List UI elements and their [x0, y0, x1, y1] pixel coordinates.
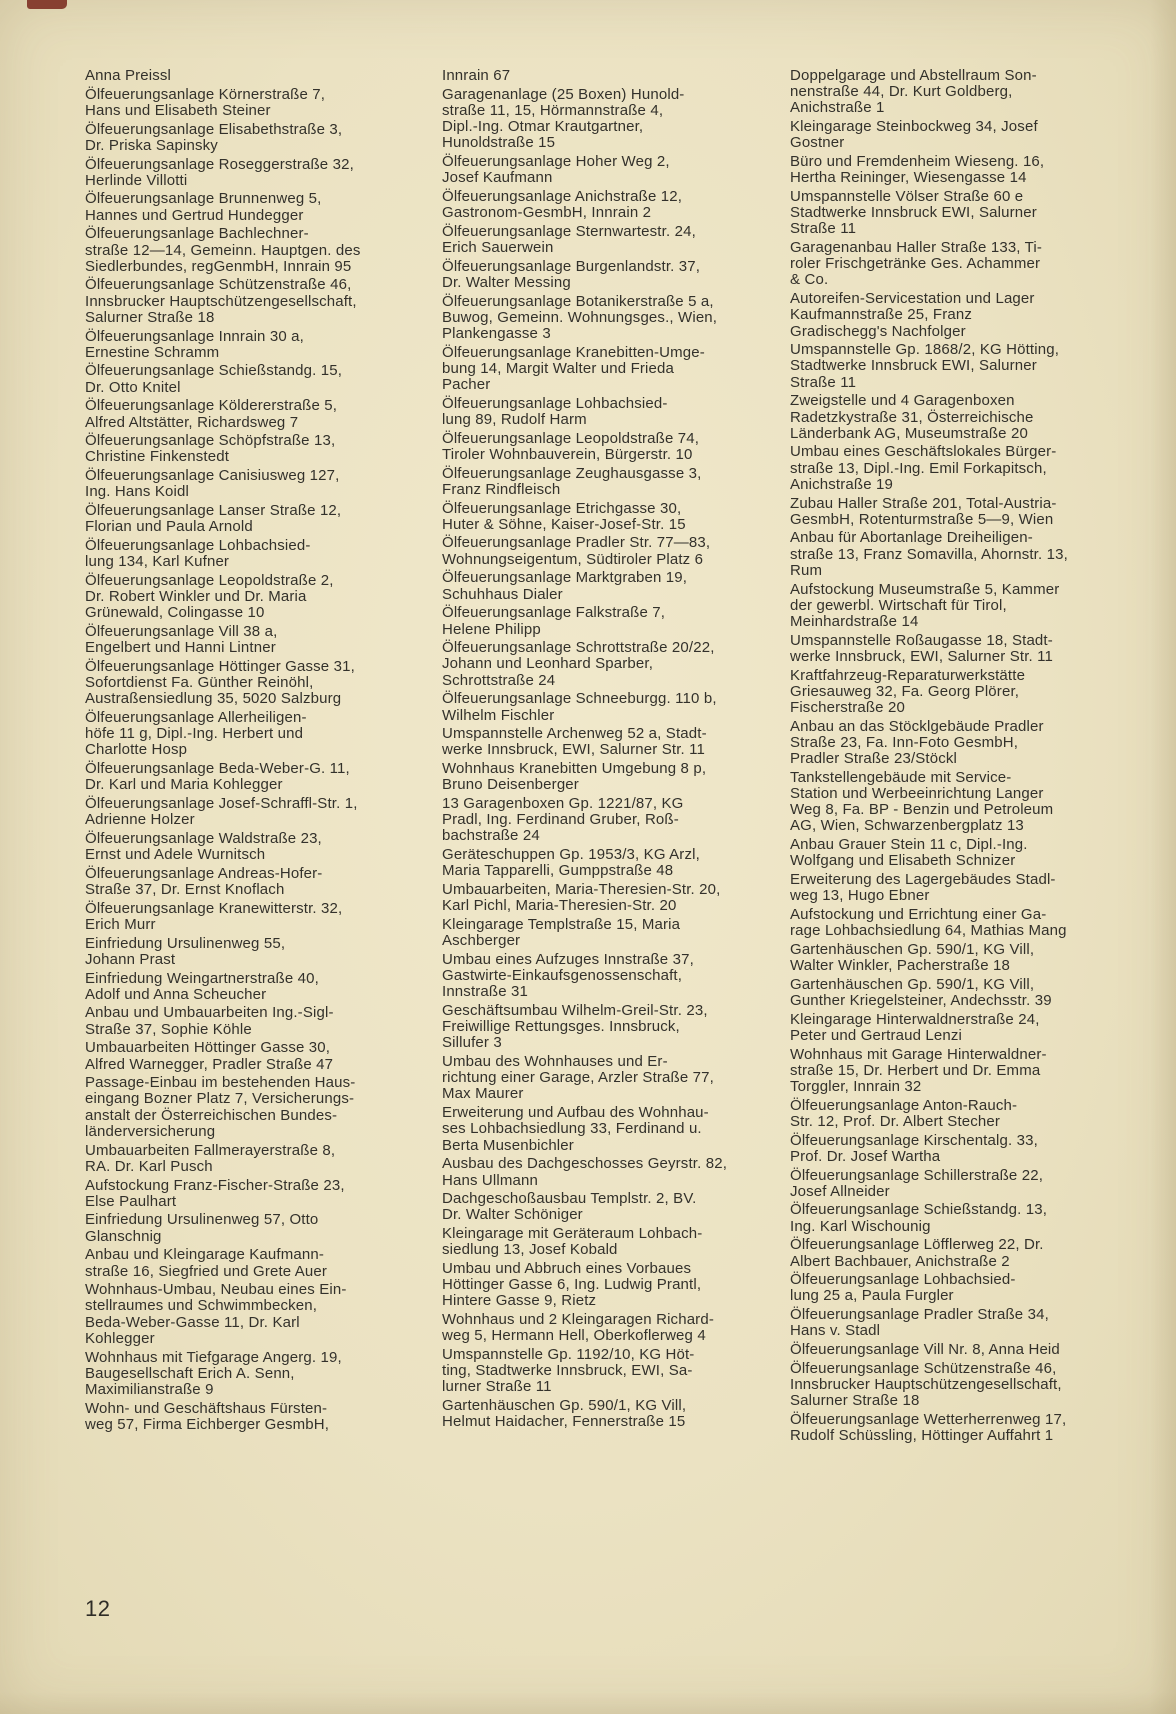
- directory-entry: Umspannstelle Gp. 1192/10, KG Höt- ting, Stadtwerke Innsbruck, EWI, Sa- lurner Straße 11: [442, 1346, 695, 1396]
- directory-entry: 13 Garagenboxen Gp. 1221/87, KG Pradl, Ing. Ferdinand Gruber, Roß- bachstraße 24: [442, 795, 684, 845]
- page-number: 12: [85, 1596, 111, 1621]
- directory-entry: Ölfeuerungsanlage Botanikerstraße 5 a, Buwog, Gemeinn. Wohnungsges., Wien, Plankengasse 3: [442, 292, 718, 343]
- directory-entry: Ölfeuerungsanlage Wetterherrenweg 17, Rudolf Schüssling, Höttinger Auffahrt 1: [790, 1410, 1067, 1445]
- directory-entry: Ölfeuerungsanlage Anichstraße 12, Gastronom-GesmbH, Innrain 2: [442, 187, 683, 222]
- directory-entry: Doppelgarage und Abstellraum Son- nenstraße 44, Dr. Kurt Goldberg, Anichstraße 1: [790, 67, 1037, 117]
- directory-entry: Wohnhaus mit Garage Hinterwaldner- straße 15, Dr. Herbert und Dr. Emma Torggler, Innrain 32: [790, 1045, 1047, 1095]
- directory-entry: Gartenhäuschen Gp. 590/1, KG Vill, Helmut Haidacher, Fennerstraße 15: [442, 1397, 687, 1431]
- directory-entry: Innrain 67: [442, 67, 511, 84]
- directory-entry: Wohnhaus-Umbau, Neubau eines Ein- stellraumes und Schwimmbecken, Beda-Weber-Gasse 11, Dr. Karl Kohlegger: [85, 1281, 347, 1347]
- directory-entry: Umbau und Abbruch eines Vorbaues Höttinger Gasse 6, Ing. Ludwig Prantl, Hintere Gasse 9, Rietz: [442, 1260, 702, 1310]
- directory-entry: Ölfeuerungsanlage Kranewitterstr. 32, Erich Murr: [85, 899, 343, 933]
- directory-entry: Ölfeuerungsanlage Roseggerstraße 32, Herlinde Villotti: [85, 155, 354, 189]
- directory-entry: Ölfeuerungsanlage Bachlechner- straße 12—14, Gemeinn. Hauptgen. des Siedlerbundes, regGenmbH, Innrain 95: [85, 225, 361, 275]
- directory-entry: Ölfeuerungsanlage Lohbachsied- lung 25 a, Paula Furgler: [790, 1271, 1016, 1305]
- directory-entry: Geschäftsumbau Wilhelm-Greil-Str. 23, Freiwillige Rettungsges. Innsbruck, Sillufer 3: [442, 1001, 708, 1052]
- directory-entry: Umspannstelle Gp. 1868/2, KG Hötting, Stadtwerke Innsbruck EWI, Salurner Straße 11: [790, 341, 1060, 391]
- directory-entry: Ölfeuerungsanlage Elisabethstraße 3, Dr. Priska Sapinsky: [85, 120, 343, 154]
- directory-entry: Ölfeuerungsanlage Lohbachsied- lung 134, Karl Kufner: [85, 536, 311, 571]
- directory-entry: Aufstockung Museumstraße 5, Kammer der gewerbl. Wirtschaft für Tirol, Meinhardstraße 14: [790, 580, 1060, 630]
- directory-entry: Aufstockung und Errichtung einer Ga- rage Lohbachsiedlung 64, Mathias Mang: [790, 905, 1067, 940]
- directory-entry: Kleingarage Hinterwaldnerstraße 24, Peter und Gertraud Lenzi: [790, 1010, 1040, 1044]
- directory-entry: Kraftfahrzeug-Reparaturwerkstätte Griesauweg 32, Fa. Georg Plörer, Fischerstraße 20: [790, 666, 1026, 717]
- directory-entry: Ölfeuerungsanlage Schießstandg. 15, Dr. Otto Knitel: [85, 362, 343, 396]
- directory-entry: Ölfeuerungsanlage Falkstraße 7, Helene Philipp: [442, 604, 666, 638]
- directory-entry: Ölfeuerungsanlage Sternwartestr. 24, Erich Sauerwein: [442, 222, 696, 257]
- directory-entry: Umspannstelle Archenweg 52 a, Stadt- werke Innsbruck, EWI, Salurner Str. 11: [442, 725, 707, 759]
- directory-entry: Ölfeuerungsanlage Köldererstraße 5, Alfred Altstätter, Richardsweg 7: [85, 397, 338, 431]
- directory-entry: Umbau eines Aufzuges Innstraße 37, Gastwirte-Einkaufsgenossenschaft, Innstraße 31: [442, 950, 694, 1001]
- page-edge-shadow-bottom: [0, 1692, 1176, 1714]
- directory-entry: Ölfeuerungsanlage Vill Nr. 8, Anna Heid: [790, 1341, 1060, 1359]
- directory-entry: Geräteschuppen Gp. 1953/3, KG Arzl, Maria Tapparelli, Gumppstraße 48: [442, 846, 700, 880]
- directory-entry: Ölfeuerungsanlage Marktgraben 19, Schuhhaus Dialer: [442, 569, 688, 603]
- directory-entry: Anbau Grauer Stein 11 c, Dipl.-Ing. Wolfgang und Elisabeth Schnizer: [790, 836, 1028, 870]
- directory-entry: Ölfeuerungsanlage Waldstraße 23, Ernst und Adele Wurnitsch: [85, 829, 322, 864]
- directory-entry: Ölfeuerungsanlage Innrain 30 a, Ernestine Schramm: [85, 327, 304, 361]
- directory-entry: Ölfeuerungsanlage Schützenstraße 46, Innsbrucker Hauptschützengesellschaft, Salurner Straße 18: [790, 1359, 1062, 1410]
- directory-entry: Umbauarbeiten Höttinger Gasse 30, Alfred Warnegger, Pradler Straße 47: [85, 1039, 334, 1073]
- directory-entry: Ölfeuerungsanlage Kranebitten-Umge- bung 14, Margit Walter und Frieda Pacher: [442, 343, 705, 394]
- directory-entry: Ölfeuerungsanlage Etrichgasse 30, Huter & Söhne, Kaiser-Josef-Str. 15: [442, 499, 686, 533]
- directory-entry: Aufstockung Franz-Fischer-Straße 23, Else Paulhart: [85, 1176, 345, 1210]
- directory-entry: Ölfeuerungsanlage Schrottstraße 20/22, Johann und Leonhard Sparber, Schrottstraße 24: [442, 639, 715, 689]
- directory-entry: Gartenhäuschen Gp. 590/1, KG Vill, Walter Winkler, Pacherstraße 18: [790, 940, 1035, 975]
- directory-entry: Anbau und Kleingarage Kaufmann- straße 16, Siegfried und Grete Auer: [85, 1246, 328, 1280]
- directory-entry: Ölfeuerungsanlage Lohbachsied- lung 89, Rudolf Harm: [442, 394, 668, 429]
- directory-entry: Zubau Haller Straße 201, Total-Austria- GesmbH, Rotenturmstraße 5—9, Wien: [790, 494, 1057, 528]
- directory-entry: Garagenanlage (25 Boxen) Hunold- straße 11, 15, Hörmannstraße 4, Dipl.-Ing. Otmar Krautgartner, Hunoldstraße 15: [442, 85, 685, 152]
- directory-entry: Umspannstelle Völser Straße 60 e Stadtwerke Innsbruck EWI, Salurner Straße 11: [790, 187, 1037, 238]
- directory-entry: Passage-Einbau im bestehenden Haus- eingang Bozner Platz 7, Versicherungs- anstalt der Österreichischen Bundes- länderversicherung: [85, 1074, 356, 1140]
- directory-entry: Garagenanbau Haller Straße 133, Ti- roler Frischgetränke Ges. Achammer & Co.: [790, 239, 1043, 289]
- directory-entry: Ölfeuerungsanlage Pradler Straße 34, Hans v. Stadl: [790, 1306, 1049, 1340]
- directory-entry: Einfriedung Ursulinenweg 57, Otto Glanschnig: [85, 1211, 319, 1245]
- directory-entry: Anbau an das Stöcklgebäude Pradler Straße 23, Fa. Inn-Foto GesmbH, Pradler Straße 23/Stöckl: [790, 717, 1044, 768]
- directory-entry: Umspannstelle Roßaugasse 18, Stadt- werke Innsbruck, EWI, Salurner Str. 11: [790, 631, 1054, 665]
- text-column-left: [85, 68, 409, 1436]
- directory-entry: Autoreifen-Servicestation und Lager Kaufmannstraße 25, Franz Gradischegg's Nachfolger: [790, 290, 1035, 340]
- directory-entry: Einfriedung Ursulinenweg 55, Johann Prast: [85, 934, 286, 968]
- directory-entry: Ölfeuerungsanlage Canisiusweg 127, Ing. Hans Koidl: [85, 467, 340, 501]
- directory-entry: Ausbau des Dachgeschosses Geyrstr. 82, Hans Ullmann: [442, 1155, 728, 1189]
- directory-entry: Ölfeuerungsanlage Schneeburgg. 110 b, Wilhelm Fischler: [442, 690, 717, 724]
- directory-entry: Ölfeuerungsanlage Zeughausgasse 3, Franz Rindfleisch: [442, 464, 702, 498]
- directory-entry: Zweigstelle und 4 Garagenboxen Radetzkystraße 31, Österreichische Länderbank AG, Museumstraße 20: [790, 392, 1034, 442]
- directory-entry: Anbau und Umbauarbeiten Ing.-Sigl- Straße 37, Sophie Köhle: [85, 1004, 334, 1038]
- directory-entry: Wohn- und Geschäftshaus Fürsten- weg 57, Firma Eichberger GesmbH,: [85, 1399, 330, 1433]
- text-column-right: [790, 68, 1114, 1447]
- directory-entry: Kleingarage mit Geräteraum Lohbach- siedlung 13, Josef Kobald: [442, 1225, 703, 1259]
- directory-entry: Ölfeuerungsanlage Vill 38 a, Engelbert und Hanni Lintner: [85, 623, 278, 657]
- scan-edge-artifact: [27, 0, 67, 9]
- directory-entry: Umbau des Wohnhauses und Er- richtung einer Garage, Arzler Straße 77, Max Maurer: [442, 1053, 714, 1103]
- directory-entry: Erweiterung und Aufbau des Wohnhau- ses Lohbachsiedlung 33, Ferdinand u. Berta Musenbichler: [442, 1104, 709, 1154]
- directory-entry: Umbauarbeiten Fallmerayerstraße 8, RA. Dr. Karl Pusch: [85, 1141, 336, 1175]
- directory-entry: Ölfeuerungsanlage Pradler Str. 77—83, Wohnungseigentum, Südtiroler Platz 6: [442, 534, 711, 568]
- directory-entry: Ölfeuerungsanlage Schillerstraße 22, Josef Allneider: [790, 1166, 1044, 1200]
- directory-entry: Ölfeuerungsanlage Allerheiligen- höfe 11 g, Dipl.-Ing. Herbert und Charlotte Hosp: [85, 709, 307, 759]
- directory-entry: Ölfeuerungsanlage Josef-Schraffl-Str. 1, Adrienne Holzer: [85, 795, 358, 829]
- text-column-center: [442, 68, 768, 1433]
- directory-entry: Ölfeuerungsanlage Leopoldstraße 74, Tiroler Wohnbauverein, Bürgerstr. 10: [442, 429, 700, 463]
- directory-entry: Büro und Fremdenheim Wieseng. 16, Hertha Reininger, Wiesengasse 14: [790, 153, 1045, 187]
- directory-entry: Gartenhäuschen Gp. 590/1, KG Vill, Gunther Kriegelsteiner, Andechsstr. 39: [790, 975, 1052, 1009]
- directory-entry: Ölfeuerungsanlage Anton-Rauch- Str. 12, Prof. Dr. Albert Stecher: [790, 1096, 1018, 1130]
- directory-entry: Anna Preissl: [85, 67, 172, 84]
- directory-entry: Kleingarage Steinbockweg 34, Josef Gostner: [790, 118, 1038, 152]
- directory-entry: Ölfeuerungsanlage Schützenstraße 46, Innsbrucker Hauptschützengesellschaft, Salurner Straße 18: [85, 276, 357, 326]
- directory-entry: Ölfeuerungsanlage Leopoldstraße 2, Dr. Robert Winkler und Dr. Maria Grünewald, Colingasse 10: [85, 571, 334, 622]
- directory-entry: Ölfeuerungsanlage Höttinger Gasse 31, Sofortdienst Fa. Günther Reinöhl, Austraßensiedlung 35, 5020 Salzburg: [85, 657, 355, 708]
- directory-entry: Umbau eines Geschäftslokales Bürger- straße 13, Dipl.-Ing. Emil Forkapitsch, Anichstraße 19: [790, 443, 1057, 493]
- directory-entry: Einfriedung Weingartnerstraße 40, Adolf und Anna Scheucher: [85, 969, 319, 1003]
- directory-entry: Dachgeschoßausbau Templstr. 2, BV. Dr. Walter Schöniger: [442, 1190, 697, 1224]
- directory-entry: Ölfeuerungsanlage Hoher Weg 2, Josef Kaufmann: [442, 153, 670, 187]
- directory-entry: Anbau für Abortanlage Dreiheiligen- straße 13, Franz Somavilla, Ahornstr. 13, Rum: [790, 529, 1068, 579]
- directory-entry: Ölfeuerungsanlage Brunnenweg 5, Hannes und Gertrud Hundegger: [85, 190, 322, 224]
- page-edge-shadow-right: [1150, 0, 1176, 1714]
- directory-entry: Ölfeuerungsanlage Kirschentalg. 33, Prof. Dr. Josef Wartha: [790, 1131, 1038, 1165]
- directory-entry: Umbauarbeiten, Maria-Theresien-Str. 20, Karl Pichl, Maria-Theresien-Str. 20: [442, 881, 721, 915]
- directory-entry: Ölfeuerungsanlage Schöpfstraße 13, Christine Finkenstedt: [85, 432, 336, 466]
- directory-entry: Ölfeuerungsanlage Burgenlandstr. 37, Dr. Walter Messing: [442, 257, 701, 291]
- directory-entry: Wohnhaus und 2 Kleingaragen Richard- weg 5, Hermann Hell, Oberkoflerweg 4: [442, 1311, 714, 1345]
- directory-entry: Kleingarage Templstraße 15, Maria Aschberger: [442, 915, 681, 950]
- directory-entry: Wohnhaus mit Tiefgarage Angerg. 19, Baugesellschaft Erich A. Senn, Maximilianstraße 9: [85, 1348, 342, 1398]
- directory-entry: Ölfeuerungsanlage Lanser Straße 12, Florian und Paula Arnold: [85, 502, 342, 536]
- directory-entry: Ölfeuerungsanlage Andreas-Hofer- Straße 37, Dr. Ernst Knoflach: [85, 864, 323, 899]
- directory-entry: Ölfeuerungsanlage Beda-Weber-G. 11, Dr. Karl und Maria Kohlegger: [85, 760, 350, 794]
- directory-entry: Ölfeuerungsanlage Körnerstraße 7, Hans und Elisabeth Steiner: [85, 85, 326, 119]
- directory-entry: Tankstellengebäude mit Service- Station und Werbeeinrichtung Langer Weg 8, Fa. BP - Benzin und Petroleum AG, Wien, Schwarzenbergplatz 13: [790, 768, 1054, 835]
- directory-entry: Wohnhaus Kranebitten Umgebung 8 p, Bruno Deisenberger: [442, 760, 707, 794]
- directory-entry: Erweiterung des Lagergebäudes Stadl- weg 13, Hugo Ebner: [790, 871, 1056, 905]
- directory-entry: Ölfeuerungsanlage Löfflerweg 22, Dr. Albert Bachbauer, Anichstraße 2: [790, 1236, 1044, 1270]
- directory-entry: Ölfeuerungsanlage Schießstandg. 13, Ing. Karl Wischounig: [790, 1201, 1048, 1235]
